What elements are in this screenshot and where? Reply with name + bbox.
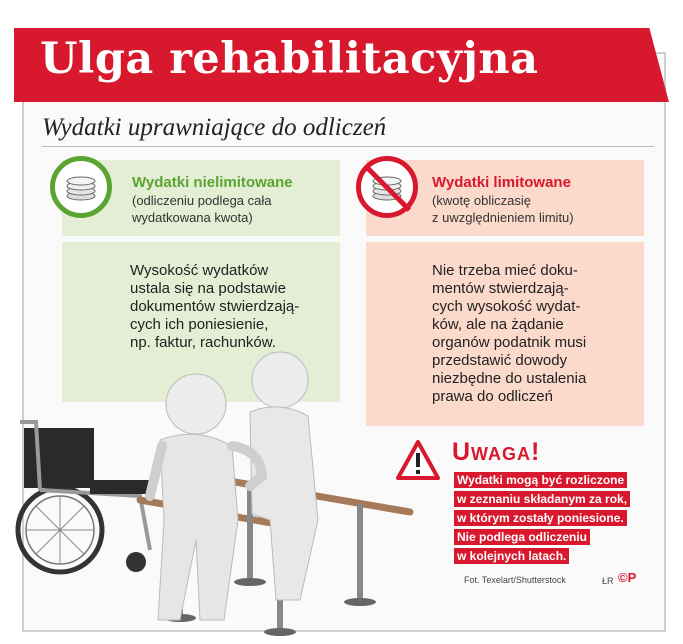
warning-lines [454, 472, 630, 567]
unlimited-body-text: Wysokość wydatków ustala się na podstawie dokumentów stwierdzają- cych ich poniesienie, np. faktur, rachunków. [130, 262, 300, 351]
warning-line: w którym zostały poniesione. [454, 510, 627, 526]
publisher-logo: ©P [618, 570, 637, 585]
figures-image [150, 352, 318, 620]
limited-body-text: Nie trzeba mieć doku- mentów stwierdzają- cych wysokość wydat- ków, ale na żądanie organów podatnik musi przedstawić dowody niezbędne do ustalenia prawa do odliczeń [432, 262, 587, 405]
no-coins-icon [356, 156, 418, 218]
page-subtitle: Wydatki uprawniające do odliczeń [42, 114, 387, 141]
unlimited-note: (odliczeniu podlega cała wydatkowana kwota) [132, 193, 272, 225]
warning-line: Wydatki mogą być rozliczone [454, 472, 627, 488]
rehabilitation-illustration [0, 300, 460, 644]
subtitle-divider [42, 146, 654, 147]
page-title: Ulga rehabilitacyjna [40, 34, 539, 84]
wheelchair-image [18, 422, 150, 572]
warning-line: Nie podlega odliczeniu [454, 529, 590, 545]
author-initials: ŁR [602, 576, 614, 586]
limited-title: Wydatki limitowane [432, 174, 571, 191]
warning-line: w zeznaniu składanym za rok, [454, 491, 630, 507]
limited-note: (kwotę obliczasię z uwzględnieniem limitu) [432, 193, 574, 225]
warning-line: w kolejnych latach. [454, 548, 569, 564]
photo-credit: Fot. Texelart/Shutterstock [464, 575, 566, 585]
coins-icon [50, 156, 112, 218]
warning-title: Uwaga! [452, 438, 541, 466]
unlimited-title: Wydatki nielimitowane [132, 174, 293, 191]
